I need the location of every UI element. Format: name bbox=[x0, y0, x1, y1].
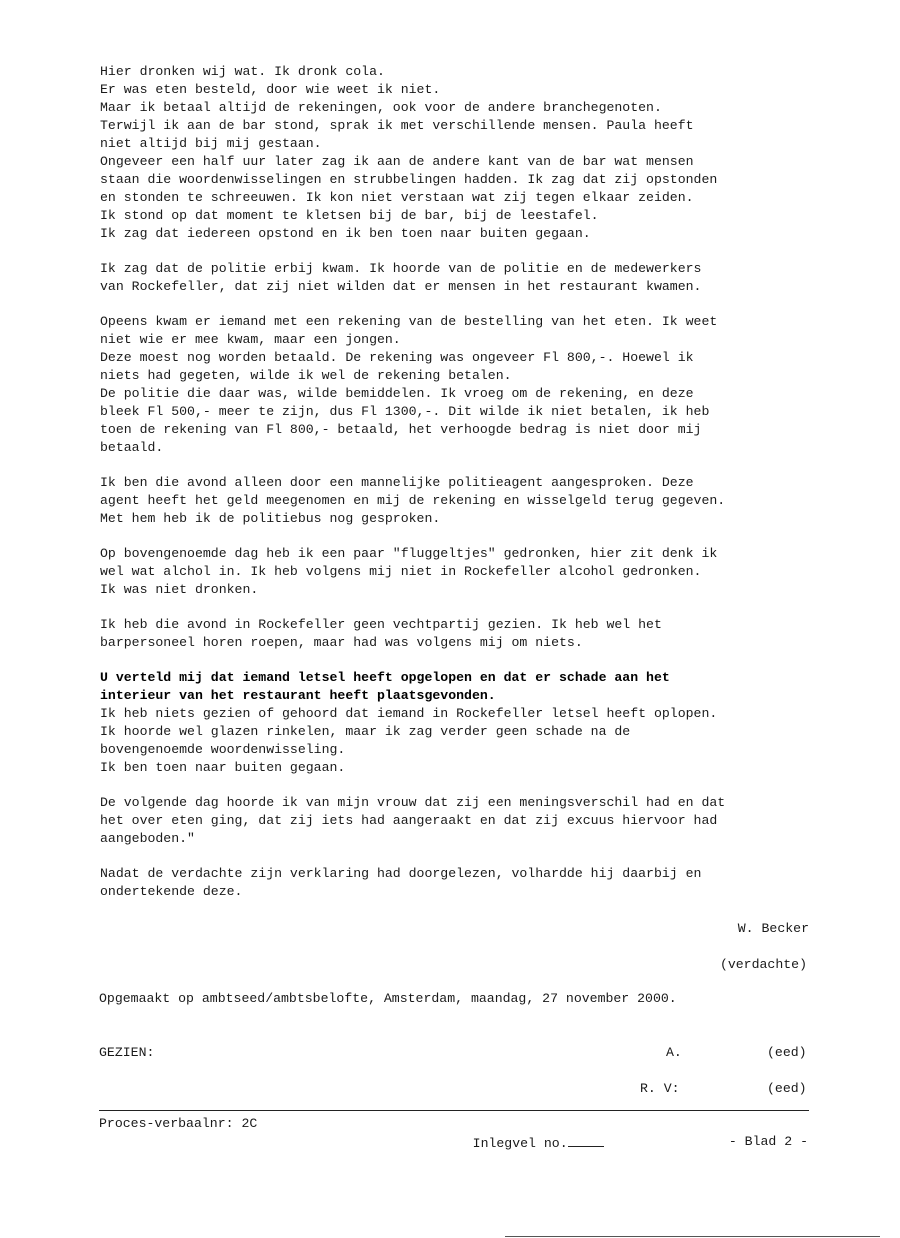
statement-line: staan die woordenwisselingen en strubbelingen hadden. Ik zag dat zij opstonden bbox=[100, 172, 718, 187]
statement-line: Er was eten besteld, door wie weet ik niet. bbox=[100, 82, 441, 97]
statement-line: Deze moest nog worden betaald. De rekening was ongeveer Fl 800,-. Hoewel ik bbox=[100, 350, 694, 365]
statement-line: Ik zag dat de politie erbij kwam. Ik hoorde van de politie en de medewerkers bbox=[100, 261, 702, 276]
page-label: - Blad 2 - bbox=[728, 1134, 808, 1149]
question-line: U verteld mij dat iemand letsel heeft opgelopen en dat er schade aan het bbox=[100, 670, 670, 685]
statement-line: Ik heb niets gezien of gehoord dat iemand in Rockefeller letsel heeft oplopen. bbox=[100, 706, 718, 721]
statement-body bbox=[100, 63, 815, 918]
statement-line: Ik ben toen naar buiten gegaan. bbox=[100, 760, 346, 775]
officer-1-oath: (eed) bbox=[767, 1045, 807, 1060]
statement-line: toen de rekening van Fl 800,- betaald, het verhoogde bedrag is niet door mij bbox=[100, 422, 702, 437]
insert-label: Inlegvel no. bbox=[472, 1136, 568, 1151]
signature-role: (verdachte) bbox=[719, 957, 807, 972]
insert-number bbox=[441, 1115, 604, 1171]
statement-paragraph bbox=[100, 794, 815, 848]
statement-line: Hier dronken wij wat. Ik dronk cola. bbox=[100, 64, 385, 79]
statement-line: Ik was niet dronken. bbox=[100, 582, 259, 597]
statement-paragraph bbox=[100, 545, 815, 599]
statement-line: betaald. bbox=[100, 440, 164, 455]
statement-paragraph bbox=[100, 313, 815, 457]
statement-line: Ik hoorde wel glazen rinkelen, maar ik zag verder geen schade na de bbox=[100, 724, 631, 739]
statement-line: Met hem heb ik de politiebus nog gesproken. bbox=[100, 511, 441, 526]
insert-number-blank bbox=[568, 1133, 604, 1147]
statement-line: barpersoneel horen roepen, maar had was volgens mij om niets. bbox=[100, 635, 583, 650]
officer-2-oath: (eed) bbox=[767, 1081, 807, 1096]
statement-paragraph bbox=[100, 63, 815, 243]
statement-paragraph bbox=[100, 865, 815, 901]
statement-paragraph bbox=[100, 260, 815, 296]
statement-line: Opeens kwam er iemand met een rekening van de bestelling van het eten. Ik weet bbox=[100, 314, 718, 329]
statement-line: van Rockefeller, dat zij niet wilden dat er mensen in het restaurant kwamen. bbox=[100, 279, 702, 294]
statement-line: en stonden te schreeuwen. Ik kon niet verstaan wat zij tegen elkaar zeiden. bbox=[100, 190, 694, 205]
statement-line: Ongeveer een half uur later zag ik aan de andere kant van de bar wat mensen bbox=[100, 154, 694, 169]
statement-line: niets had gegeten, wilde ik wel de rekening betalen. bbox=[100, 368, 512, 383]
statement-line: Ik stond op dat moment te kletsen bij de bar, bij de leestafel. bbox=[100, 208, 599, 223]
question-line: interieur van het restaurant heeft plaatsgevonden. bbox=[100, 688, 496, 703]
statement-line: Nadat de verdachte zijn verklaring had doorgelezen, volhardde hij daarbij en bbox=[100, 866, 702, 881]
statement-line: Ik heb die avond in Rockefeller geen vechtpartij gezien. Ik heb wel het bbox=[100, 617, 662, 632]
signature-name: W. Becker bbox=[737, 921, 809, 936]
closing-statement: Opgemaakt op ambtseed/ambtsbelofte, Amsterdam, maandag, 27 november 2000. bbox=[99, 991, 677, 1006]
officer-1-initial: A. bbox=[666, 1045, 682, 1060]
statement-paragraph bbox=[100, 669, 815, 777]
statement-line: Op bovengenoemde dag heb ik een paar "fluggeltjes" gedronken, hier zit denk ik bbox=[100, 546, 718, 561]
statement-line: ondertekende deze. bbox=[100, 884, 243, 899]
statement-line: agent heeft het geld meegenomen en mij de rekening en wisselgeld terug gegeven. bbox=[100, 493, 726, 508]
case-number: Proces-verbaalnr: 2C bbox=[99, 1116, 258, 1131]
statement-line: niet altijd bij mij gestaan. bbox=[100, 136, 322, 151]
statement-line: De politie die daar was, wilde bemiddelen. Ik vroeg om de rekening, en deze bbox=[100, 386, 694, 401]
statement-line: niet wie er mee kwam, maar een jongen. bbox=[100, 332, 401, 347]
officer-2-initials: R. V: bbox=[640, 1081, 680, 1096]
statement-line: Ik zag dat iedereen opstond en ik ben toen naar buiten gegaan. bbox=[100, 226, 591, 241]
statement-line: het over eten ging, dat zij iets had aangeraakt en dat zij excuus hiervoor had bbox=[100, 813, 718, 828]
statement-line: Maar ik betaal altijd de rekeningen, ook voor de andere branchegenoten. bbox=[100, 100, 662, 115]
statement-paragraph bbox=[100, 616, 815, 652]
witness-label: GEZIEN: bbox=[99, 1045, 155, 1060]
footer-divider bbox=[99, 1110, 809, 1111]
statement-line: Ik ben die avond alleen door een mannelijke politieagent aangesproken. Deze bbox=[100, 475, 694, 490]
statement-line: De volgende dag hoorde ik van mijn vrouw dat zij een meningsverschil had en dat bbox=[100, 795, 726, 810]
statement-line: Terwijl ik aan de bar stond, sprak ik met verschillende mensen. Paula heeft bbox=[100, 118, 694, 133]
statement-line: bovengenoemde woordenwisseling. bbox=[100, 742, 346, 757]
scan-mark bbox=[505, 1236, 880, 1237]
statement-line: aangeboden." bbox=[100, 831, 195, 846]
statement-line: wel wat alchol in. Ik heb volgens mij niet in Rockefeller alcohol gedronken. bbox=[100, 564, 702, 579]
statement-paragraph bbox=[100, 474, 815, 528]
statement-line: bleek Fl 500,- meer te zijn, dus Fl 1300,-. Dit wilde ik niet betalen, ik heb bbox=[100, 404, 710, 419]
